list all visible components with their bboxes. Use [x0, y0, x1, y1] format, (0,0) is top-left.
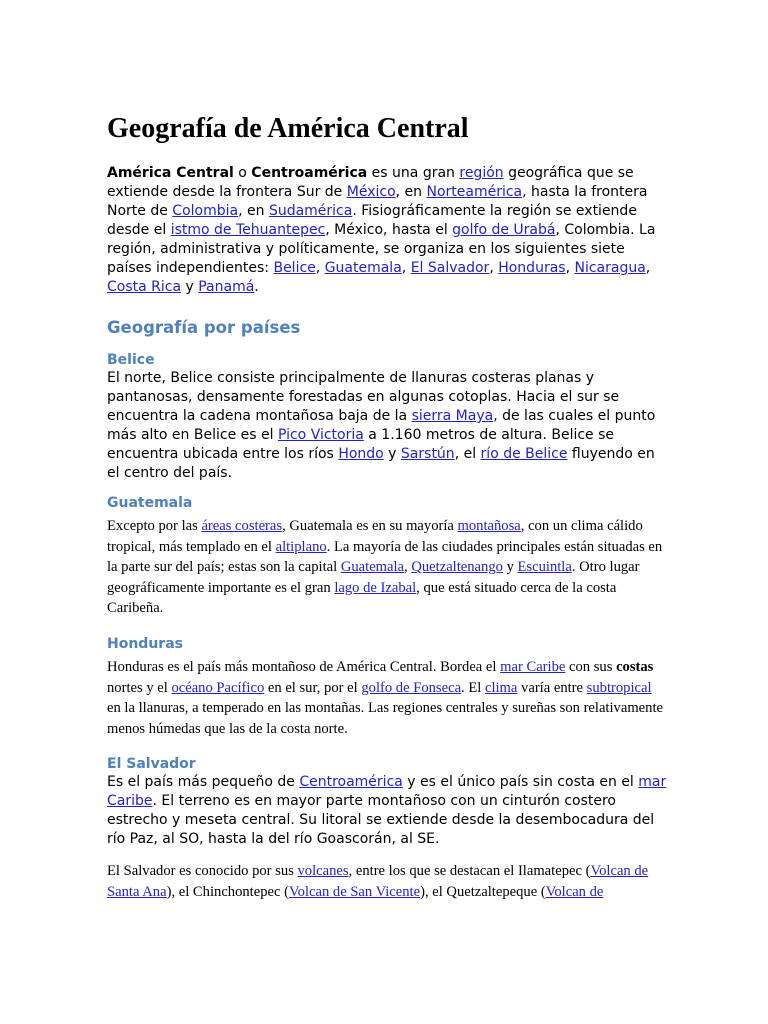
hyperlink[interactable]: Guatemala	[324, 260, 402, 276]
hyperlink[interactable]: El Salvador	[410, 260, 490, 276]
hyperlink[interactable]: río de Belice	[480, 446, 568, 462]
hyperlink[interactable]: lago de Izabal	[334, 579, 417, 596]
hyperlink[interactable]: Hondo	[338, 446, 384, 462]
section-guatemala	[107, 494, 667, 619]
hyperlink[interactable]: Volcan de San Vicente	[288, 883, 421, 900]
hyperlink[interactable]: Pico Victoria	[277, 427, 364, 443]
section-heading-countries: Geografía por países	[107, 318, 301, 337]
hyperlink[interactable]: Volcan de	[545, 883, 604, 900]
heading-honduras: Honduras	[107, 635, 183, 652]
hyperlink[interactable]: Quetzaltenango	[411, 559, 503, 576]
section-el-salvador	[107, 755, 667, 902]
hyperlink[interactable]: istmo de Tehuantepec	[170, 222, 326, 238]
hyperlink[interactable]: México	[346, 184, 396, 200]
hyperlink[interactable]: Guatemala	[340, 559, 405, 576]
hyperlink[interactable]: Colombia	[172, 203, 239, 219]
hyperlink[interactable]: sierra Maya	[411, 408, 494, 424]
page-title: Geografía de América Central	[107, 113, 469, 144]
section-belice	[107, 351, 667, 483]
hyperlink[interactable]: Belice	[273, 260, 316, 276]
hyperlink[interactable]: región	[459, 165, 504, 181]
hyperlink[interactable]: Norteamérica	[426, 184, 523, 200]
hyperlink[interactable]: Centroamérica	[299, 774, 403, 791]
heading-guatemala: Guatemala	[107, 495, 193, 511]
hyperlink[interactable]: Volcan de Santa Ana	[107, 863, 649, 900]
hyperlink[interactable]: océano Pacífico	[171, 679, 265, 696]
hyperlink[interactable]: golfo de Urabá	[452, 222, 556, 238]
intro-paragraph: América Central o Centroamérica es una gran región geográfica que se extiende desde la frontera Sur de México, en Norteamérica, hasta la frontera Norte de Colombia, en Sudamérica. Fisiográficamente la región se extiende desde el istmo de Tehuantepec, México, hasta el golfo de Urabá, Colombia. La región, administrativa y políticamente, se organiza en los siguientes siete países independientes: Belice, Guatemala, El Salvador, Honduras, Nicaragua, Costa Rica y Panamá.	[107, 165, 656, 295]
hyperlink[interactable]: Nicaragua	[574, 260, 646, 276]
hyperlink[interactable]: áreas costeras	[201, 518, 283, 534]
hyperlink[interactable]: montañosa	[457, 518, 521, 534]
hyperlink[interactable]: subtropical	[586, 679, 652, 696]
paragraph-honduras: Honduras es el país más montañoso de América Central. Bordea el mar Caribe con sus costas nortes y el océano Pacífico en el sur, por el golfo de Fonseca. El clima varía entre subtropical en la llanuras, a temperado en las montañas. Las regiones centrales y sureñas son relativamente menos húmedas que las de la costa norte.	[107, 658, 663, 737]
hyperlink[interactable]: Escuintla	[517, 559, 572, 576]
hyperlink[interactable]: Honduras	[498, 260, 566, 276]
heading-belice: Belice	[107, 352, 155, 368]
hyperlink[interactable]: Sudamérica	[268, 203, 353, 219]
hyperlink[interactable]: Sarstún	[400, 446, 455, 462]
hyperlink[interactable]: volcanes	[297, 863, 349, 880]
paragraph-guatemala: Excepto por las áreas costeras, Guatemala es en su mayoría montañosa, con un clima cálido tropical, más templado en el altiplano. La mayoría de las ciudades principales están situadas en la parte sur del país; estas son la capital Guatemala, Quetzaltenango y Escuintla. Otro lugar geográficamente importante es el gran lago de Izabal, que está situado cerca de la costa Caribeña.	[107, 518, 663, 617]
paragraph-belice: El norte, Belice consiste principalmente de llanuras costeras planas y pantanosas, densamente forestadas en algunas cotoplas. Hacia el sur se encuentra la cadena montañosa baja de la sierra Maya, de las cuales el punto más alto en Belice es el Pico Victoria a 1.160 metros de altura. Belice se encuentra ubicada entre los ríos Hondo y Sarstún, el río de Belice fluyendo en el centro del país.	[107, 370, 656, 481]
bold-term: Centroamérica	[251, 165, 368, 181]
hyperlink[interactable]: clima	[484, 679, 518, 696]
hyperlink[interactable]: Panamá	[198, 279, 255, 295]
bold-term: América Central	[107, 165, 234, 181]
hyperlink[interactable]: mar Caribe	[500, 658, 566, 675]
hyperlink[interactable]: mar Caribe	[107, 774, 667, 810]
section-honduras	[107, 635, 667, 739]
hyperlink[interactable]: Costa Rica	[107, 279, 182, 295]
bold-term: costas	[616, 658, 654, 675]
hyperlink[interactable]: golfo de Fonseca	[361, 679, 462, 696]
paragraph-el-salvador: Es el país más pequeño de Centroamérica y es el único país sin costa en el mar Caribe. El terreno es en mayor parte montañoso con un cinturón costero estrecho y meseta central. Su litoral se extiende desde la desembocadura del río Paz, al SO, hasta la del río Goascorán, al SE.	[107, 774, 667, 848]
heading-el-salvador: El Salvador	[107, 756, 196, 773]
document-page	[107, 112, 667, 914]
paragraph-el-salvador-volcanes: El Salvador es conocido por sus volcanes, entre los que se destacan el Ilamatepec (Volcan de Santa Ana), el Chinchontepec (Volcan de San Vicente), el Quetzaltepeque (Volcan de	[107, 863, 649, 900]
hyperlink[interactable]: altiplano	[275, 538, 327, 555]
